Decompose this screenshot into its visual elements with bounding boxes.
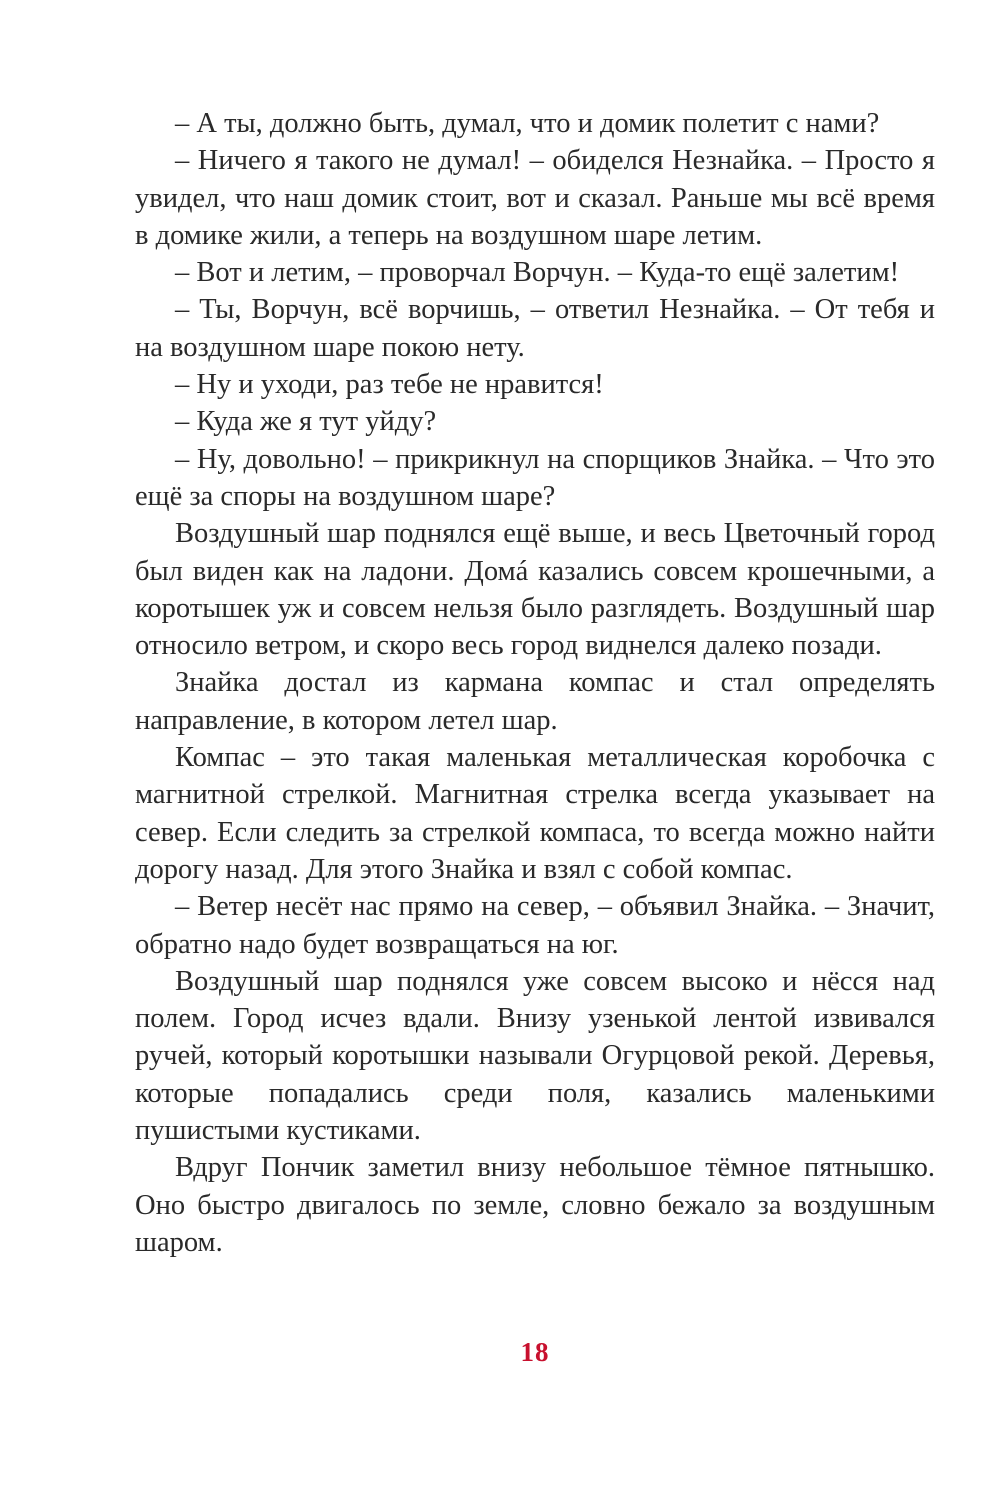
page-number: 18 [520, 1337, 550, 1367]
paragraph: Компас – это такая маленькая металлическая коробочка с магнитной стрелкой. Магнитная стрелка всегда указывает на север. Если следить за стрелкой компаса, то всегда можно найти дорогу назад. Для этого Знайка и взял с собой компас. [135, 742, 935, 885]
paragraph: – Ветер несёт нас прямо на север, – объявил Знайка. – Значит, обратно надо будет возвращаться на юг. [135, 891, 935, 960]
paragraph: – Ничего я такого не думал! – обиделся Незнайка. – Просто я увидел, что наш домик стоит, вот и сказал. Раньше мы всё время в домике жили, а теперь на воздушном шаре летим. [135, 145, 935, 251]
paragraph: – Ну и уходи, раз тебе не нравится! [175, 369, 604, 401]
paragraph: Знайка достал из кармана компас и стал определять направление, в котором летел шар. [135, 667, 935, 736]
paragraph: Воздушный шар поднялся ещё выше, и весь Цветочный город был виден как на ладони. Домá казались совсем крошечными, а коротышек уж и совсем нельзя было разглядеть. Воздушный шар относило ветром, и скоро весь город виднелся далеко позади. [135, 518, 935, 662]
paragraph: – Куда же я тут уйду? [175, 406, 437, 438]
paragraph: – Ты, Ворчун, всё ворчишь, – ответил Незнайка. – От тебя и на воздушном шаре покою нету. [135, 294, 935, 363]
paragraph: – Вот и летим, – проворчал Ворчун. – Куда-то ещё залетим! [175, 257, 900, 289]
paragraph: – Ну, довольно! – прикрикнул на спорщиков Знайка. – Что это ещё за споры на воздушном шаре? [135, 443, 935, 512]
paragraph: – А ты, должно быть, думал, что и домик полетит с нами? [175, 108, 880, 139]
page-text [135, 105, 935, 1261]
paragraph: Вдруг Пончик заметил внизу небольшое тёмное пятнышко. Оно быстро двигалось по земле, словно бежало за воздушным шаром. [135, 1152, 935, 1258]
paragraph: Воздушный шар поднялся уже совсем высоко и нёсся над полем. Город исчез вдали. Внизу узенькой лентой извивался ручей, который коротышки называли Огурцовой рекой. Деревья, которые попадались среди поля, казались маленькими пушистыми кустиками. [135, 965, 935, 1147]
